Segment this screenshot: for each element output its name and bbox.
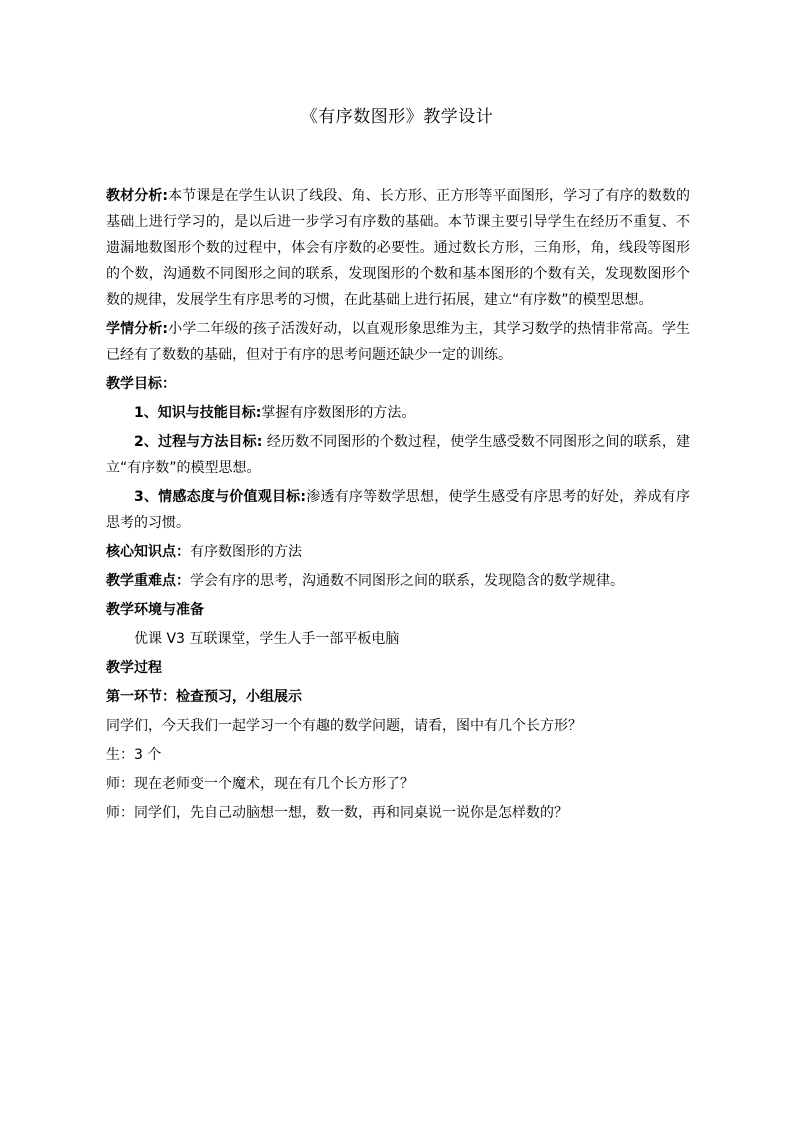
key-difficult-paragraph <box>106 568 690 594</box>
dialogue-line-3: 师：现在老师变一个魔术，现在有几个长方形了？ <box>106 776 414 792</box>
goal-text-3: 渗透有序等数学思想，使学生感受有序思考的好处，养成有序思考的习惯。 <box>106 489 691 531</box>
process-heading: 教学过程 <box>106 660 162 676</box>
goal-label-1: 1、知识与技能目标: <box>134 405 262 421</box>
student-analysis-label: 学情分析: <box>106 321 169 337</box>
material-analysis-paragraph <box>106 183 690 313</box>
core-point-paragraph <box>106 539 690 565</box>
goals-heading: 教学目标： <box>106 376 176 392</box>
student-analysis-text: 小学二年级的孩子活泼好动，以直观形象思维为主，其学习数学的热情非常高。学生已经有了数数的基础，但对于有序的思考问题还缺少一定的训练。 <box>106 321 690 363</box>
goal-text-1: 掌握有序数图形的方法。 <box>261 405 416 421</box>
goal-label-2: 2、过程与方法目标: <box>134 434 263 450</box>
material-analysis-label: 教材分析: <box>106 188 169 204</box>
goal-text-2: 经历数不同图形的个数过程，使学生感受数不同图形之间的联系，建立“有序数”的模型思想。 <box>106 434 690 476</box>
document-title: 《有序数图形》教学设计 <box>300 107 494 127</box>
document-body <box>106 183 690 829</box>
dialogue-line-1: 同学们，今天我们一起学习一个有趣的数学问题，请看，图中有几个长方形？ <box>106 718 582 734</box>
material-analysis-text: 本节课是在学生认识了线段、角、长方形、正方形等平面图形，学习了有序的数数的基础上进行学习的，是以后进一步学习有序数的基础。本节课主要引导学生在经历不重复、不遗漏地数图形个数的过程中，体会有序数的必要性。通过数长方形，三角形，角，线段等图形的个数，沟通数不同图形之间的联系，发现图形的个数和基本图形的个数有关，发现数图形个数的规律，发展学生有序思考的习惯，在此基础上进行拓展，建立“有序数”的模型思想。 <box>106 188 690 308</box>
section-1-heading: 第一环节：检查预习，小组展示 <box>106 689 302 705</box>
goal-item-3 <box>106 484 690 536</box>
goal-item-2 <box>106 429 690 481</box>
goal-item-1 <box>106 400 690 426</box>
environment-heading: 教学环境与准备 <box>106 602 204 618</box>
core-point-label: 核心知识点： <box>106 544 190 560</box>
student-analysis-paragraph <box>106 316 690 368</box>
goal-label-3: 3、情感态度与价值观目标: <box>134 489 307 505</box>
dialogue-line-2: 生：3 个 <box>106 747 162 763</box>
key-difficult-label: 教学重难点： <box>106 573 190 589</box>
dialogue-line-4: 师：同学们，先自己动脑想一想，数一数，再和同桌说一说你是怎样数的？ <box>106 805 568 821</box>
key-difficult-text: 学会有序的思考，沟通数不同图形之间的联系，发现隐含的数学规律。 <box>190 573 624 589</box>
core-point-text: 有序数图形的方法 <box>190 544 302 560</box>
environment-text: 优课 V3 互联课堂，学生人手一部平板电脑 <box>134 631 400 647</box>
